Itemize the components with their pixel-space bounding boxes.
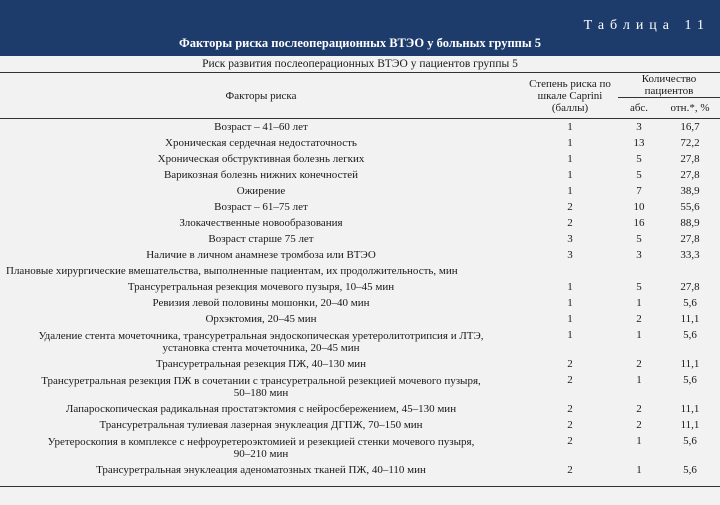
rel-percent: 11,1 [680,358,700,370]
table-row [0,462,720,478]
caprini-score: 1 [567,313,573,325]
caprini-score: 1 [567,169,573,181]
table-row [0,311,720,327]
rel-percent: 27,8 [680,281,700,293]
col-factors: Факторы риска [0,73,522,119]
abs-count: 5 [636,281,642,293]
col-count: Количество пациентов [618,73,720,98]
section-heading-row [0,263,720,279]
caprini-score: 2 [567,403,573,415]
caprini-score: 1 [567,185,573,197]
risk-factor-name: Хроническая сердечная недостаточность [165,137,357,149]
abs-count: 10 [633,201,645,213]
table-row [0,417,720,433]
surgery-name [0,279,522,295]
surgery-name [0,311,522,327]
caprini-score: 2 [567,464,573,476]
table-number: Таблица 11 [583,18,710,33]
section-heading: Плановые хирургические вмешательства, выполненные пациентам, их продолжительность, мин [6,265,458,277]
table-row [0,183,720,199]
abs-count: 5 [636,169,642,181]
surgery-name [0,327,522,356]
rel-percent: 55,6 [680,201,700,213]
table-row [0,327,720,356]
caprini-score: 3 [567,233,573,245]
rel-percent: 11,1 [680,419,700,431]
table-title: Факторы риска послеоперационных ВТЭО у больных группы 5 [178,36,542,50]
risk-factors-table [0,73,720,478]
abs-count: 1 [636,374,642,386]
surgery-name-line: Трансуретральная тулиевая лазерная энуклеация ДГПЖ, 70–150 мин [99,419,423,431]
table-row [0,167,720,183]
surgery-name [0,433,522,462]
caprini-score: 1 [567,329,573,341]
col-abs: абс. [618,98,660,119]
abs-count: 5 [636,233,642,245]
rel-percent: 27,8 [680,153,700,165]
surgery-name [0,356,522,372]
surgery-name-line: Уретероскопия в комплексе с нефроуретероэктомией и резекцией стенки мочевого пузыря, [47,435,475,448]
table-row [0,135,720,151]
abs-count: 2 [636,313,642,325]
rel-percent: 27,8 [680,169,700,181]
abs-count: 1 [636,435,642,447]
table-row [0,199,720,215]
abs-count: 3 [636,249,642,261]
risk-factor-name: Злокачественные новообразования [179,217,343,229]
caprini-score: 2 [567,374,573,386]
caprini-score: 1 [567,153,573,165]
abs-count: 16 [633,217,645,229]
rel-percent: 5,6 [683,297,697,309]
surgery-name-line: 90–210 мин [233,447,289,460]
caprini-score: 1 [567,297,573,309]
table-row [0,151,720,167]
caprini-score: 1 [567,281,573,293]
surgery-name-line: Трансуретральная резекция ПЖ, 40–130 мин [155,358,367,370]
surgery-name [0,295,522,311]
rel-percent: 5,6 [683,329,697,341]
surgery-name-line: Орхэктомия, 20–45 мин [205,313,317,325]
surgery-name [0,401,522,417]
caprini-score: 1 [567,137,573,149]
surgery-name-line: Удаление стента мочеточника, трансуретральная эндоскопическая уретеролитотрипсия и ЛТЭ, [38,329,484,342]
surgery-name-line: Трансуретральная резекция мочевого пузыря, 10–45 мин [127,281,395,293]
abs-count: 5 [636,153,642,165]
rel-percent: 88,9 [680,217,700,229]
rel-percent: 27,8 [680,233,700,245]
risk-factor-name: Варикозная болезнь нижних конечностей [163,169,359,181]
abs-count: 1 [636,297,642,309]
surgery-name-line: Трансуретральная резекция ПЖ в сочетании с трансуретральной резекцией мочевого пузыря, [41,374,481,387]
rel-percent: 16,7 [680,121,700,133]
table-row [0,279,720,295]
abs-count: 2 [636,419,642,431]
caprini-score: 1 [567,121,573,133]
rel-percent: 5,6 [683,464,697,476]
abs-count: 3 [636,121,642,133]
table-row [0,119,720,136]
table-row [0,356,720,372]
abs-count: 2 [636,403,642,415]
rel-percent: 72,2 [680,137,700,149]
surgery-name-line: Трансуретральная энуклеация аденоматозных тканей ПЖ, 40–110 мин [96,464,426,476]
caprini-score: 2 [567,358,573,370]
rel-percent: 38,9 [680,185,700,197]
caprini-score: 2 [567,419,573,431]
table-row [0,401,720,417]
col-caprini: Степень риска по шкале Caprini (баллы) [522,73,618,119]
caprini-score: 3 [567,249,573,261]
rel-percent: 5,6 [683,374,697,386]
surgery-name [0,372,522,401]
abs-count: 1 [636,464,642,476]
abs-count: 13 [633,137,645,149]
col-rel: отн.*, % [660,98,720,119]
surgery-name-line: установка стента мочеточника, 20–45 мин [162,341,360,354]
risk-factor-name: Хроническая обструктивная болезнь легких [157,153,365,165]
table-row [0,247,720,263]
risk-factor-name: Возраст – 61–75 лет [214,201,308,213]
risk-factor-name: Возраст старше 75 лет [208,233,314,245]
surgery-name [0,417,522,433]
rel-percent: 33,3 [680,249,700,261]
surgery-name-line: Ревизия левой половины мошонки, 20–40 мин [152,297,370,309]
table-row [0,295,720,311]
table-row [0,433,720,462]
surgery-name-line: 50–180 мин [233,386,289,399]
table-bottom-rule [0,486,720,487]
table-row [0,372,720,401]
rel-percent: 5,6 [683,435,697,447]
surgery-name [0,462,522,478]
rel-percent: 11,1 [680,403,700,415]
table-row [0,231,720,247]
rel-percent: 11,1 [680,313,700,325]
surgery-name-line: Лапароскопическая радикальная простатэктомия с нейросбережением, 45–130 мин [65,403,457,415]
abs-count: 1 [636,329,642,341]
caprini-score: 2 [567,435,573,447]
risk-factor-name: Ожирение [236,185,286,197]
table-row [0,215,720,231]
caprini-score: 2 [567,201,573,213]
abs-count: 7 [636,185,642,197]
table-subtitle: Риск развития послеоперационных ВТЭО у пациентов группы 5 [0,57,720,73]
table-header-band [0,0,720,56]
risk-factor-name: Наличие в личном анамнезе тромбоза или ВТЭО [146,249,376,261]
abs-count: 2 [636,358,642,370]
caprini-score: 2 [567,217,573,229]
risk-factor-name: Возраст – 41–60 лет [214,121,308,133]
